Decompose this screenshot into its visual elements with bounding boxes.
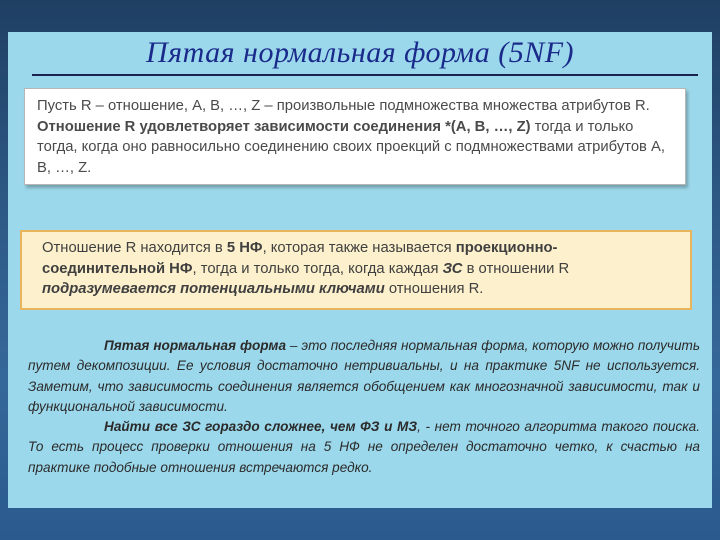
definition-part1: Пусть R – отношение, A, B, …, Z – произвольные подмножества множества атрибутов R. [37, 98, 650, 114]
nf-part8: подразумевается потенциальными ключами [42, 281, 385, 297]
nf-part6: ЗС [442, 260, 463, 277]
definition-part3: тогда и только тогда, когда оно равносильно соединению своих проекций с подмножествами атрибутов A, B, …, Z. [37, 118, 666, 176]
nf-part5: , тогда и только тогда, когда каждая [192, 260, 443, 277]
note-paragraph [28, 336, 700, 478]
nf-part4: проекционно-соединительной НФ [42, 240, 558, 277]
note-text2: , - нет точного алгоритма такого поиска. То есть процесс проверки отношения на 5 НФ не определен достаточно четко, к счастью на практике подобные отношения встречаются редко. [28, 419, 700, 475]
definition-part2: Отношение R удовлетворяет зависимости соединения *(A, B, …, Z) [37, 118, 531, 135]
nf-definition-box [20, 230, 692, 310]
note-bold2: Найти все ЗС гораздо сложнее, чем ФЗ и МЗ [104, 419, 418, 435]
slide [8, 32, 712, 508]
definition-text [25, 89, 685, 178]
note-lead: Пятая нормальная форма [104, 338, 287, 353]
nf-part9: отношения R. [384, 281, 484, 297]
definition-box [24, 88, 686, 185]
nf-part1: Отношение R находится в [42, 240, 227, 256]
nf-part2: 5 НФ [226, 240, 263, 256]
nf-definition-text [22, 232, 690, 300]
nf-part7: в отношении R [462, 260, 570, 277]
nf-part3: , которая также называется [262, 240, 456, 256]
slide-title: Пятая нормальная форма (5NF) [145, 36, 575, 69]
title-underline [32, 74, 698, 76]
note-text1: – это последняя нормальная форма, которую можно получить путем декомпозиции. Ее условия достаточно нетривиальны, и на практике 5NF не используется. Заметим, что зависимость соединения является обобщением как многозначной зависимости, так и функциональной зависимости. [28, 338, 700, 414]
